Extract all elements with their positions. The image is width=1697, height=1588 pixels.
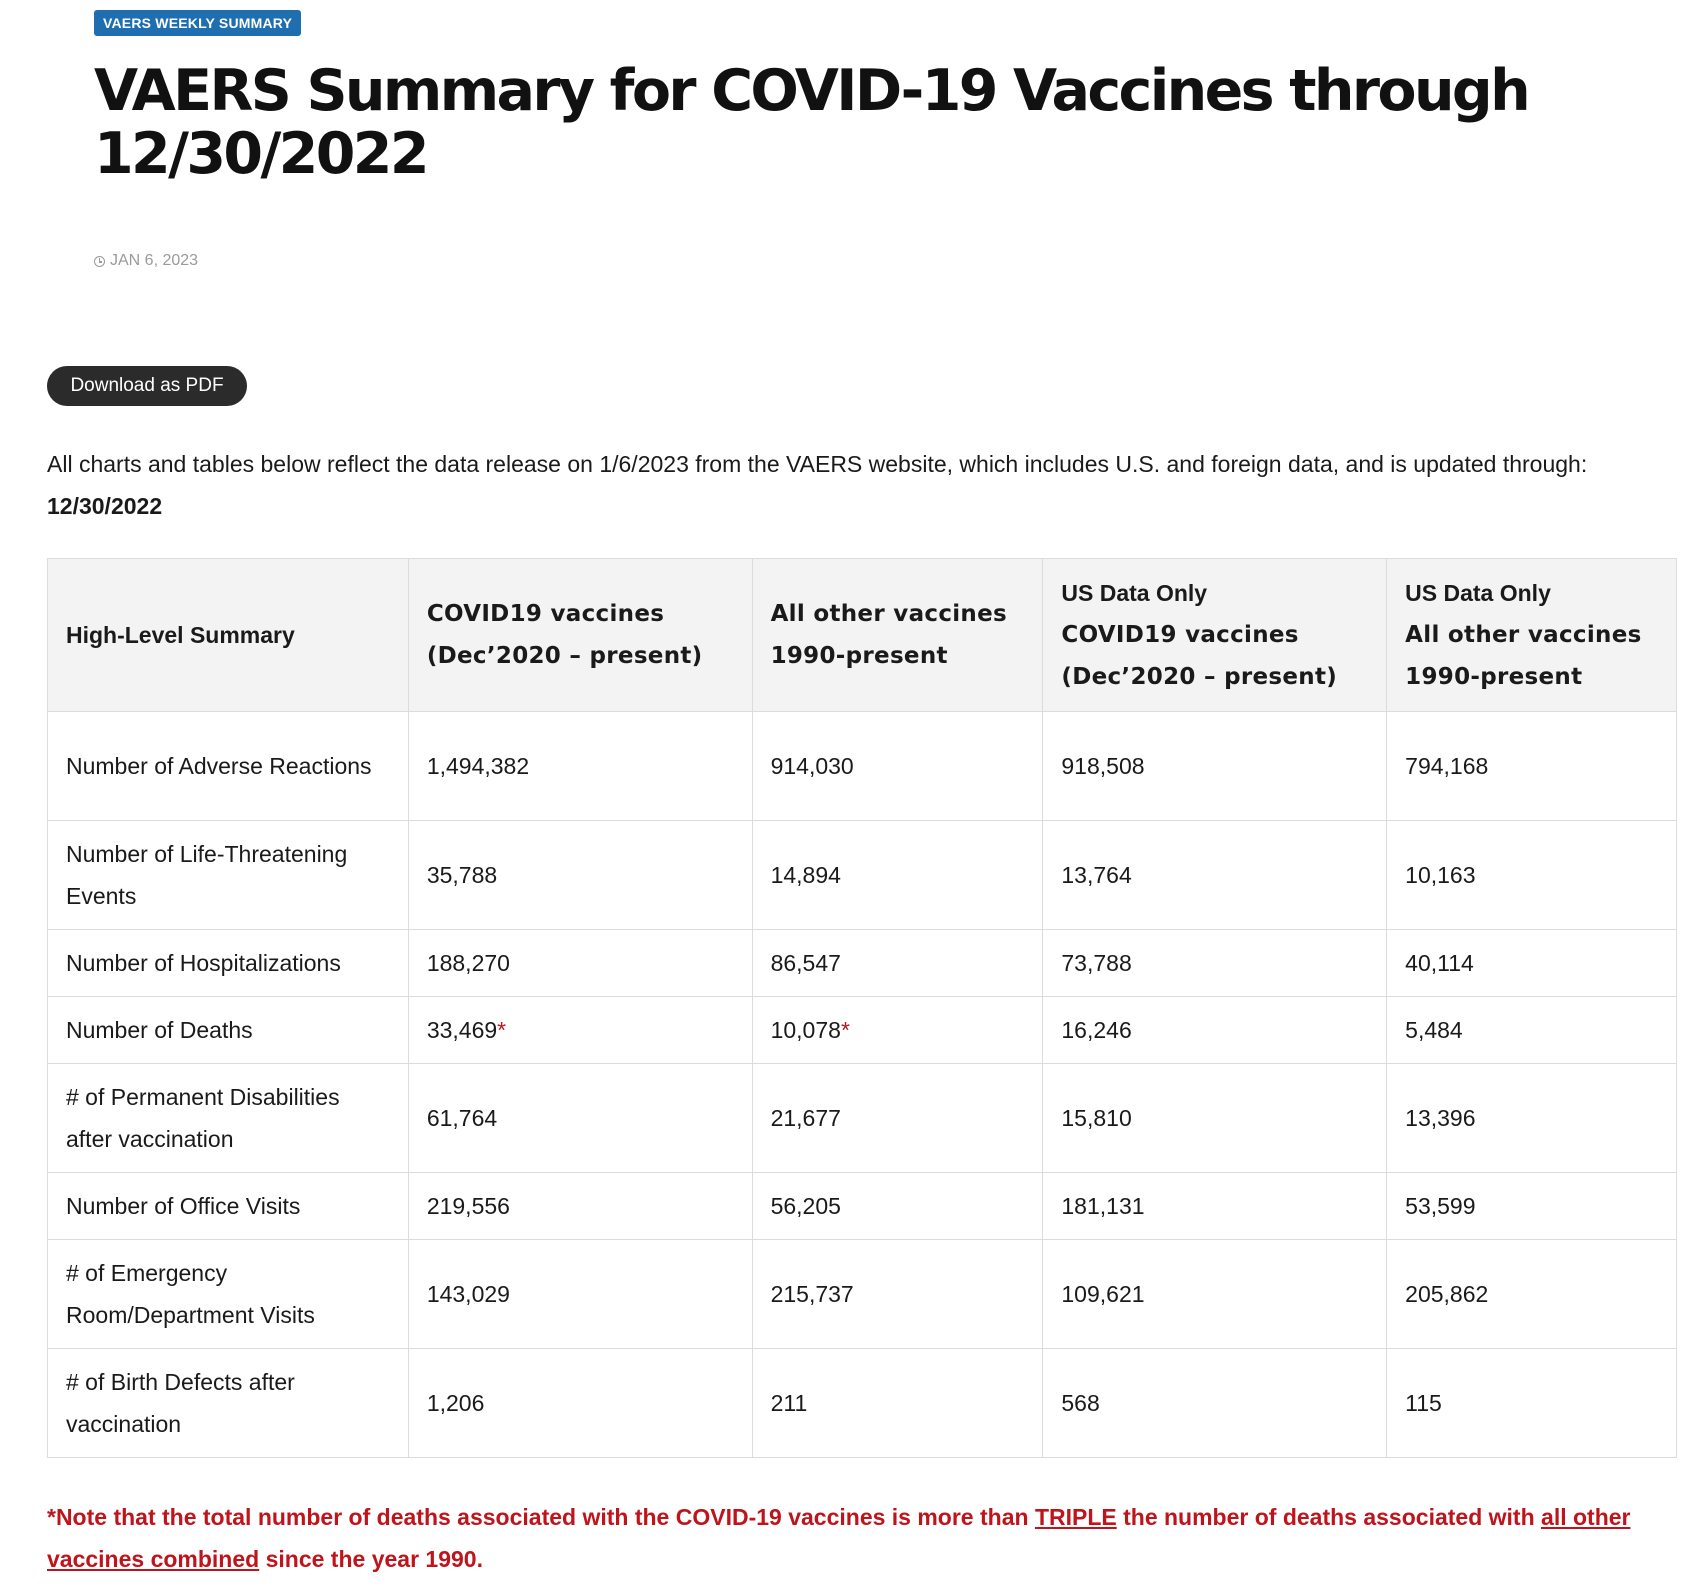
header-covid-line2: (Dec’2020 – present) [426,643,703,669]
header-summary [48,559,409,712]
header-us-covid-line3: (Dec’2020 – present) [1061,664,1338,690]
note-part3: since the year 1990. [265,1546,483,1572]
header-us-other-line3: 1990-present [1405,664,1583,690]
table-row [48,821,1677,930]
header-covid-line1: COVID19 vaccines [426,601,665,627]
table-row [48,1064,1677,1173]
us-covid-value: 568 [1043,1349,1387,1458]
us-covid-value: 181,131 [1043,1173,1387,1240]
note-part1: *Note that the total number of deaths associated with the COVID-19 vaccines is more than [47,1504,1029,1530]
us-other-value: 40,114 [1387,930,1677,997]
intro-paragraph [47,443,1667,527]
header-us-other [1387,559,1677,712]
us-covid-value: 918,508 [1043,712,1387,821]
intro-text: All charts and tables below reflect the data release on 1/6/2023 from the VAERS website, which includes U.S. and foreign data, and is updated through: [47,451,1588,477]
intro-date: 12/30/2022 [47,493,163,519]
covid-value: 1,206 [408,1349,752,1458]
row-label: Number of Adverse Reactions [48,712,409,821]
asterisk-mark: * [497,1017,507,1043]
post-date [94,252,198,270]
clock-icon [94,256,105,267]
covid-value: 219,556 [408,1173,752,1240]
row-label: Number of Deaths [48,997,409,1064]
row-label: # of Emergency Room/Department Visits [48,1240,409,1349]
covid-value: 61,764 [408,1064,752,1173]
header-us-covid-line2: COVID19 vaccines [1061,622,1299,648]
post-date-text: JAN 6, 2023 [110,252,199,269]
other-value [752,997,1043,1064]
row-label: Number of Hospitalizations [48,930,409,997]
other-value: 211 [752,1349,1043,1458]
table-row [48,930,1677,997]
other-value: 21,677 [752,1064,1043,1173]
page-title: VAERS Summary for COVID-19 Vaccines through 12/30/2022 [94,58,1529,187]
us-other-value: 53,599 [1387,1173,1677,1240]
header-us-other-line2: All other vaccines [1405,622,1642,648]
header-summary-label: High-Level Summary [66,622,295,648]
covid-value [408,997,752,1064]
other-value: 14,894 [752,821,1043,930]
other-value: 914,030 [752,712,1043,821]
row-label: # of Permanent Disabilities after vaccination [48,1064,409,1173]
row-label: # of Birth Defects after vaccination [48,1349,409,1458]
covid-deaths-number: 33,469 [426,1017,498,1043]
covid-value: 35,788 [408,821,752,930]
us-other-value: 13,396 [1387,1064,1677,1173]
summary-table [47,558,1677,1458]
table-row [48,1240,1677,1349]
table-row [48,1349,1677,1458]
us-other-value: 10,163 [1387,821,1677,930]
table-header-row [48,559,1677,712]
covid-value: 188,270 [408,930,752,997]
us-covid-value: 16,246 [1043,997,1387,1064]
other-value: 86,547 [752,930,1043,997]
header-us-other-line1: US Data Only [1405,580,1551,606]
other-value: 215,737 [752,1240,1043,1349]
row-label: Number of Office Visits [48,1173,409,1240]
header-other-line1: All other vaccines [770,601,1007,627]
category-badge[interactable]: VAERS WEEKLY SUMMARY [94,10,301,36]
note-all-other-vaccines: all other vaccines combined [47,1504,1631,1572]
us-covid-value: 13,764 [1043,821,1387,930]
covid-value: 143,029 [408,1240,752,1349]
download-pdf-button[interactable]: Download as PDF [47,366,247,406]
header-other [752,559,1043,712]
us-covid-value: 15,810 [1043,1064,1387,1173]
header-us-covid-line1: US Data Only [1061,580,1208,606]
header-covid [408,559,752,712]
other-deaths-number: 10,078 [770,1017,841,1043]
note-part2: the number of deaths associated with [1123,1504,1535,1530]
other-value: 56,205 [752,1173,1043,1240]
header-us-covid [1043,559,1387,712]
us-other-value: 5,484 [1387,997,1677,1064]
us-other-value: 205,862 [1387,1240,1677,1349]
us-other-value: 794,168 [1387,712,1677,821]
asterisk-mark: * [840,1017,850,1043]
us-other-value: 115 [1387,1349,1677,1458]
deaths-note [47,1496,1677,1580]
note-triple: TRIPLE [1034,1504,1117,1530]
table-row [48,1173,1677,1240]
row-label: Number of Life-Threatening Events [48,821,409,930]
us-covid-value: 73,788 [1043,930,1387,997]
header-other-line2: 1990-present [770,643,948,669]
covid-value: 1,494,382 [408,712,752,821]
table-row [48,712,1677,821]
us-covid-value: 109,621 [1043,1240,1387,1349]
table-row [48,997,1677,1064]
